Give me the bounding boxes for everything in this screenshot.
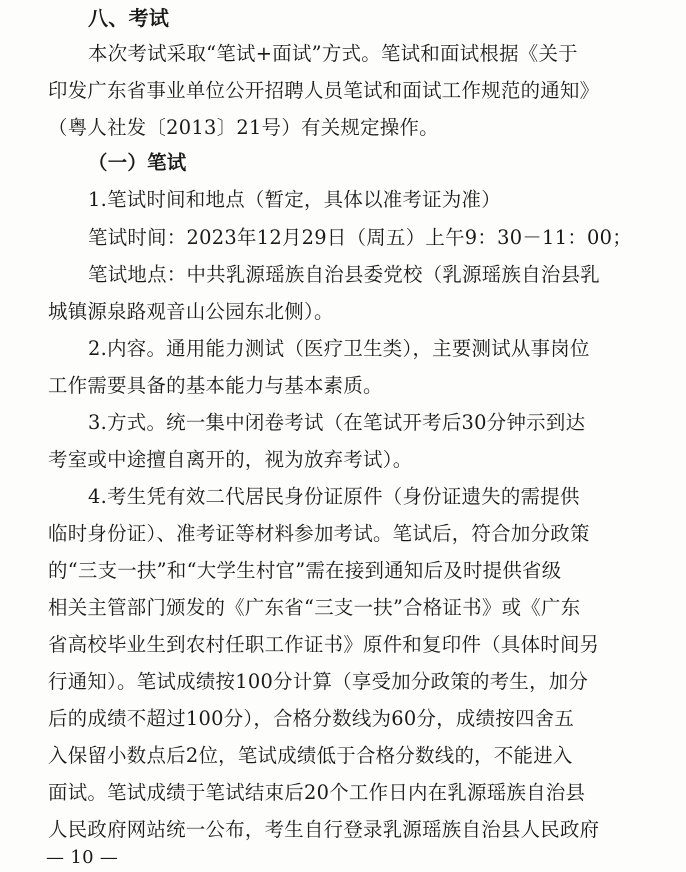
item-title: 1.笔试时间和地点（暂定，具体以准考证为准） [88,188,501,211]
subsection-heading: （一）笔试 [88,151,187,174]
paragraph-line: 入保留小数点后2位，笔试成绩低于合格分数线的，不能进入 [48,744,573,767]
paragraph-line: 4.考生凭有效二代居民身份证原件（身份证遗失的需提供 [88,485,580,508]
paragraph-line: 相关主管部门颁发的《广东省“三支一扶”合格证书》或《广东 [48,596,581,619]
paragraph-line: 本次考试采取“笔试+面试”方式。笔试和面试根据《关于 [88,42,578,65]
paragraph-line: 临时身份证）、准考证等材料参加考试。笔试后，符合加分政策 [48,522,590,545]
paragraph-line: 3.方式。统一集中闭卷考试（在笔试开考后30分钟示到达 [88,411,586,434]
paragraph-line: 行通知）。笔试成绩按100分计算（享受加分政策的考生，加分 [48,670,589,693]
paragraph-line: 人民政府网站统一公布，考生自行登录乳源瑶族自治县人民政府 [48,818,600,841]
paragraph-line: 面试。笔试成绩于笔试结束后20个工作日内在乳源瑶族自治县 [48,781,586,804]
exam-time: 笔试时间：2023年12月29日（周五）上午9：30－11：00； [88,226,632,249]
exam-place-line: 笔试地点：中共乳源瑶族自治县委党校（乳源瑶族自治县乳 [88,263,600,286]
page-number: — 10 — [46,847,119,868]
paragraph-line: 考室或中途擅自离开的，视为放弃考试）。 [48,448,413,471]
paragraph-line: 工作需要具备的基本能力与基本素质。 [48,374,383,397]
paragraph-line: 省高校毕业生到农村任职工作证书》原件和复印件（具体时间另 [48,633,600,656]
paragraph-line: 2.内容。通用能力测试（医疗卫生类），主要测试从事岗位 [88,337,590,360]
paragraph-line: 后的成绩不超过100分），合格分数线为60分，成绩按四舍五 [48,707,575,730]
section-heading: 八、考试 [88,6,170,30]
paragraph-line: （粤人社发〔2013〕21号）有关规定操作。 [48,116,439,139]
paragraph-line: 的“三支一扶”和“大学生村官”需在接到通知后及时提供省级 [48,559,562,582]
exam-place-line: 城镇源泉路观音山公园东北侧）。 [48,300,334,323]
paragraph-line: 印发广东省事业单位公开招聘人员笔试和面试工作规范的通知》 [48,79,600,102]
